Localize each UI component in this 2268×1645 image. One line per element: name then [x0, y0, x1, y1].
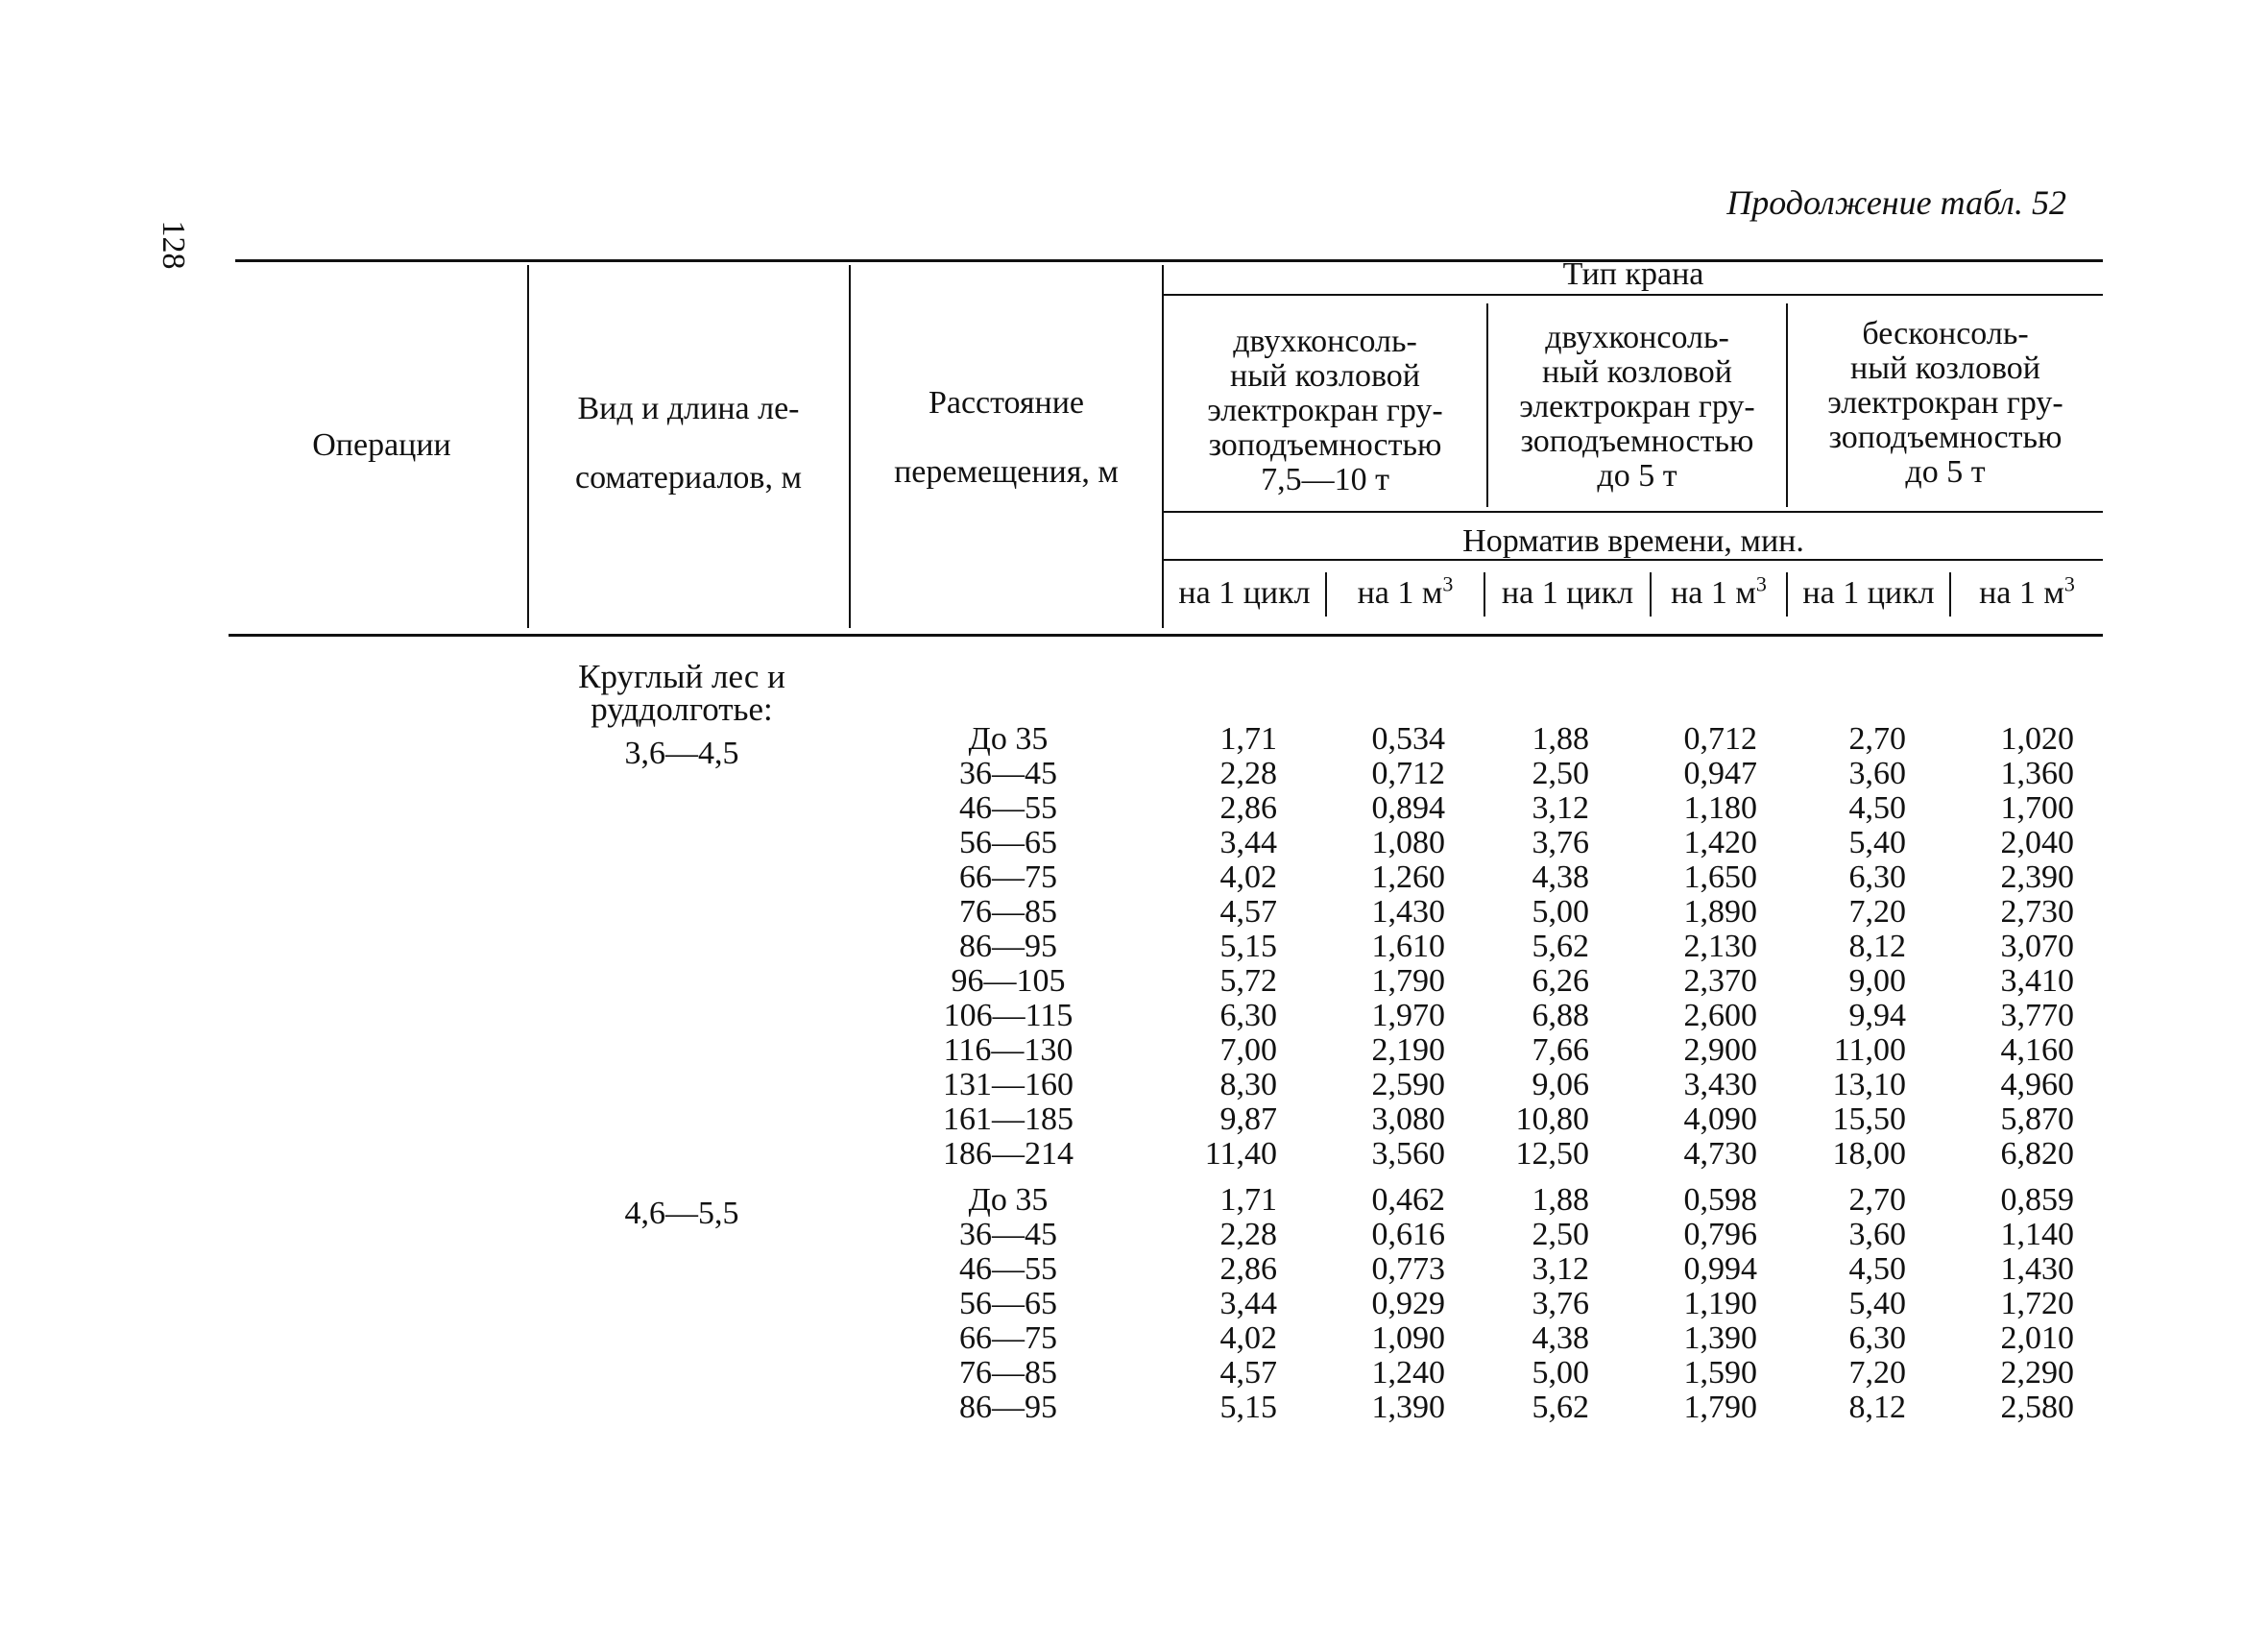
table-cell: 5,15	[1219, 1390, 1277, 1425]
table-cell: 2,900	[1683, 1032, 1757, 1068]
table-cell: 131—160	[943, 1067, 1074, 1102]
table-cell: 10,80	[1515, 1101, 1589, 1137]
header-crane-3: бесконсоль- ный козловой электрокран гру- зоподъемностью до 5 т	[1827, 316, 2063, 490]
table-cell: 76—85	[959, 1355, 1057, 1391]
header-c3-cycle: на 1 цикл	[1802, 575, 1935, 611]
table-cell: 4,02	[1219, 1320, 1277, 1356]
table-cell: 9,00	[1848, 963, 1906, 999]
table-cell: 3,60	[1848, 756, 1906, 791]
table-cell: 1,890	[1683, 894, 1757, 930]
table-cell: 1,240	[1371, 1355, 1445, 1391]
table-cell: 3,12	[1532, 1251, 1589, 1287]
table-cell: 3,76	[1532, 825, 1589, 860]
table-cell: 5,72	[1219, 963, 1277, 999]
crane-type-rule	[1164, 294, 2103, 296]
table-cell: 1,71	[1219, 721, 1277, 757]
table-bottom-header-rule	[229, 634, 2103, 637]
header-c2-m3: на 1 $м^3$	[1671, 571, 1767, 611]
table-cell: 2,600	[1683, 998, 1757, 1033]
table-cell: 3,080	[1371, 1101, 1445, 1137]
table-cell: 8,30	[1219, 1067, 1277, 1102]
table-cell: 1,88	[1532, 721, 1589, 757]
table-cell: 5,62	[1532, 929, 1589, 964]
table-cell: 5,00	[1532, 1355, 1589, 1391]
table-cell: 6,26	[1532, 963, 1589, 999]
table-cell: 3,60	[1848, 1217, 1906, 1252]
table-cell: 0,462	[1371, 1182, 1445, 1218]
table-cell: 1,430	[1371, 894, 1445, 930]
table-cell: 86—95	[959, 1390, 1057, 1425]
table-cell: 5,40	[1848, 825, 1906, 860]
header-c3-m3: на 1 $м^3$	[1979, 571, 2075, 611]
table-cell: 1,390	[1371, 1390, 1445, 1425]
header-type-length: Вид и длина ле- соматериалов, м	[574, 391, 802, 496]
table-cell: 2,130	[1683, 929, 1757, 964]
page-number: 128	[156, 220, 191, 270]
table-cell: До 35	[968, 721, 1049, 757]
header-norm: Норматив времени, мин.	[1462, 523, 1804, 559]
table-cell: 5,62	[1532, 1390, 1589, 1425]
table-cell: 2,290	[2000, 1355, 2074, 1391]
col-c3-cycle	[1796, 722, 1906, 1425]
table-cell: 4,090	[1683, 1101, 1757, 1137]
table-cell: 0,534	[1371, 721, 1445, 757]
table-cell: 4,960	[2000, 1067, 2074, 1102]
table-cell: 66—75	[959, 1320, 1057, 1356]
table-cell: 1,420	[1683, 825, 1757, 860]
table-cell: 3,410	[2000, 963, 2074, 999]
table-cell: 8,12	[1848, 1390, 1906, 1425]
col-c2-m3	[1632, 722, 1757, 1425]
table-cell: 46—55	[959, 1251, 1057, 1287]
table-cell: 2,86	[1219, 790, 1277, 826]
col-distance	[912, 722, 1104, 1425]
table-cell: 1,080	[1371, 825, 1445, 860]
table-cell: 4,50	[1848, 790, 1906, 826]
table-cell: 1,720	[2000, 1286, 2074, 1321]
table-cell: 9,06	[1532, 1067, 1589, 1102]
table-cell: 3,44	[1219, 1286, 1277, 1321]
table-cell: 6,88	[1532, 998, 1589, 1033]
table-cell: 4,160	[2000, 1032, 2074, 1068]
table-cell: 5,870	[2000, 1101, 2074, 1137]
section-length-1: 3,6—4,5	[624, 736, 739, 771]
table-cell: 1,390	[1683, 1320, 1757, 1356]
table-cell: 116—130	[943, 1032, 1074, 1068]
table-cell: 3,560	[1371, 1136, 1445, 1172]
table-cell: До 35	[968, 1182, 1049, 1218]
table-cell: 2,040	[2000, 825, 2074, 860]
table-cell: 186—214	[943, 1136, 1074, 1172]
table-cell: 13,10	[1832, 1067, 1906, 1102]
table-cell: 4,57	[1219, 1355, 1277, 1391]
table-cell: 1,260	[1371, 859, 1445, 895]
table-cell: 2,370	[1683, 963, 1757, 999]
table-cell: 7,00	[1219, 1032, 1277, 1068]
table-cell: 6,820	[2000, 1136, 2074, 1172]
col-divider-1	[527, 265, 529, 628]
table-cell: 0,994	[1683, 1251, 1757, 1287]
col-divider-2	[849, 265, 851, 628]
table-cell: 5,15	[1219, 929, 1277, 964]
table-cell: 36—45	[959, 1217, 1057, 1252]
norm-rule	[1164, 559, 2103, 561]
table-cell: 18,00	[1832, 1136, 1906, 1172]
table-cell: 8,12	[1848, 929, 1906, 964]
table-cell: 1,430	[2000, 1251, 2074, 1287]
table-cell: 2,70	[1848, 721, 1906, 757]
table-cell: 2,590	[1371, 1067, 1445, 1102]
col-c3-m3	[1949, 722, 2074, 1425]
table-cell: 66—75	[959, 859, 1057, 895]
table-cell: 36—45	[959, 756, 1057, 791]
table-cell: 5,40	[1848, 1286, 1906, 1321]
table-cell: 161—185	[943, 1101, 1074, 1137]
table-cell: 4,02	[1219, 859, 1277, 895]
header-c1-m3: на 1 $м^3$	[1357, 571, 1454, 611]
table-cell: 1,970	[1371, 998, 1445, 1033]
table-cell: 9,87	[1219, 1101, 1277, 1137]
table-cell: 11,40	[1204, 1136, 1277, 1172]
col-c1-m3	[1325, 722, 1445, 1425]
header-crane-1: двухконсоль- ный козловой электрокран гру- зоподъемностью 7,5—10 т	[1207, 324, 1443, 497]
table-cell: 11,00	[1833, 1032, 1906, 1068]
table-cell: 12,50	[1515, 1136, 1589, 1172]
table-cell: 1,180	[1683, 790, 1757, 826]
table-cell: 7,20	[1848, 1355, 1906, 1391]
table-cell: 106—115	[943, 998, 1074, 1033]
header-c1-cycle: на 1 цикл	[1178, 575, 1311, 611]
table-cell: 1,590	[1683, 1355, 1757, 1391]
table-cell: 2,010	[2000, 1320, 2074, 1356]
table-cell: 2,50	[1532, 756, 1589, 791]
table-cell: 2,580	[2000, 1390, 2074, 1425]
table-cell: 1,700	[2000, 790, 2074, 826]
table-cell: 2,28	[1219, 1217, 1277, 1252]
table-cell: 3,430	[1683, 1067, 1757, 1102]
table-cell: 7,66	[1532, 1032, 1589, 1068]
table-cell: 3,770	[2000, 998, 2074, 1033]
table-cell: 2,86	[1219, 1251, 1277, 1287]
table-cell: 56—65	[959, 1286, 1057, 1321]
table-cell: 4,38	[1532, 859, 1589, 895]
table-cell: 0,947	[1683, 756, 1757, 791]
table-cell: 4,38	[1532, 1320, 1589, 1356]
col-c1-cycle	[1171, 722, 1277, 1425]
table-cell: 76—85	[959, 894, 1057, 930]
table-cell: 2,190	[1371, 1032, 1445, 1068]
header-distance: Расстояние перемещения, м	[894, 385, 1119, 490]
header-operations: Операции	[312, 427, 451, 463]
continuation-caption: Продолжение табл. 52	[1726, 183, 2066, 222]
table-cell: 4,57	[1219, 894, 1277, 930]
table-cell: 3,12	[1532, 790, 1589, 826]
table-cell: 0,598	[1683, 1182, 1757, 1218]
table-cell: 0,773	[1371, 1251, 1445, 1287]
table-cell: 4,730	[1683, 1136, 1757, 1172]
header-crane-2: двухконсоль- ный козловой электрокран гру- зоподъемностью до 5 т	[1519, 320, 1755, 494]
table-cell: 4,50	[1848, 1251, 1906, 1287]
table-cell: 1,360	[2000, 756, 2074, 791]
table-cell: 3,76	[1532, 1286, 1589, 1321]
table-cell: 0,712	[1683, 721, 1757, 757]
table-cell: 2,50	[1532, 1217, 1589, 1252]
table-cell: 9,94	[1848, 998, 1906, 1033]
header-crane-type: Тип крана	[1562, 256, 1704, 292]
table-cell: 46—55	[959, 790, 1057, 826]
col-c2-cycle	[1479, 722, 1589, 1425]
table-cell: 0,616	[1371, 1217, 1445, 1252]
table-cell: 7,20	[1848, 894, 1906, 930]
table-cell: 2,390	[2000, 859, 2074, 895]
table-cell: 96—105	[951, 963, 1066, 999]
table-cell: 1,190	[1683, 1286, 1757, 1321]
table-cell: 1,790	[1371, 963, 1445, 999]
section-length-2: 4,6—5,5	[624, 1196, 739, 1231]
header-c2-cycle: на 1 цикл	[1501, 575, 1634, 611]
table-cell: 0,894	[1371, 790, 1445, 826]
table-cell: 15,50	[1832, 1101, 1906, 1137]
crane-names-rule	[1164, 511, 2103, 513]
table-cell: 2,70	[1848, 1182, 1906, 1218]
table-cell: 1,790	[1683, 1390, 1757, 1425]
table-cell: 6,30	[1848, 859, 1906, 895]
table-cell: 0,929	[1371, 1286, 1445, 1321]
table-cell: 2,28	[1219, 756, 1277, 791]
table-cell: 1,090	[1371, 1320, 1445, 1356]
group-label: Круглый лес и руддолготье:	[578, 658, 785, 728]
table-cell: 1,88	[1532, 1182, 1589, 1218]
table-cell: 2,730	[2000, 894, 2074, 930]
table-cell: 1,650	[1683, 859, 1757, 895]
table-cell: 6,30	[1848, 1320, 1906, 1356]
table-cell: 1,610	[1371, 929, 1445, 964]
table-cell: 86—95	[959, 929, 1057, 964]
table-cell: 56—65	[959, 825, 1057, 860]
table-cell: 1,020	[2000, 721, 2074, 757]
table-cell: 1,140	[2000, 1217, 2074, 1252]
table-cell: 6,30	[1219, 998, 1277, 1033]
table-cell: 0,712	[1371, 756, 1445, 791]
table-cell: 0,859	[2000, 1182, 2074, 1218]
table-cell: 5,00	[1532, 894, 1589, 930]
table-cell: 1,71	[1219, 1182, 1277, 1218]
table-cell: 3,44	[1219, 825, 1277, 860]
table-cell: 0,796	[1683, 1217, 1757, 1252]
table-cell: 3,070	[2000, 929, 2074, 964]
